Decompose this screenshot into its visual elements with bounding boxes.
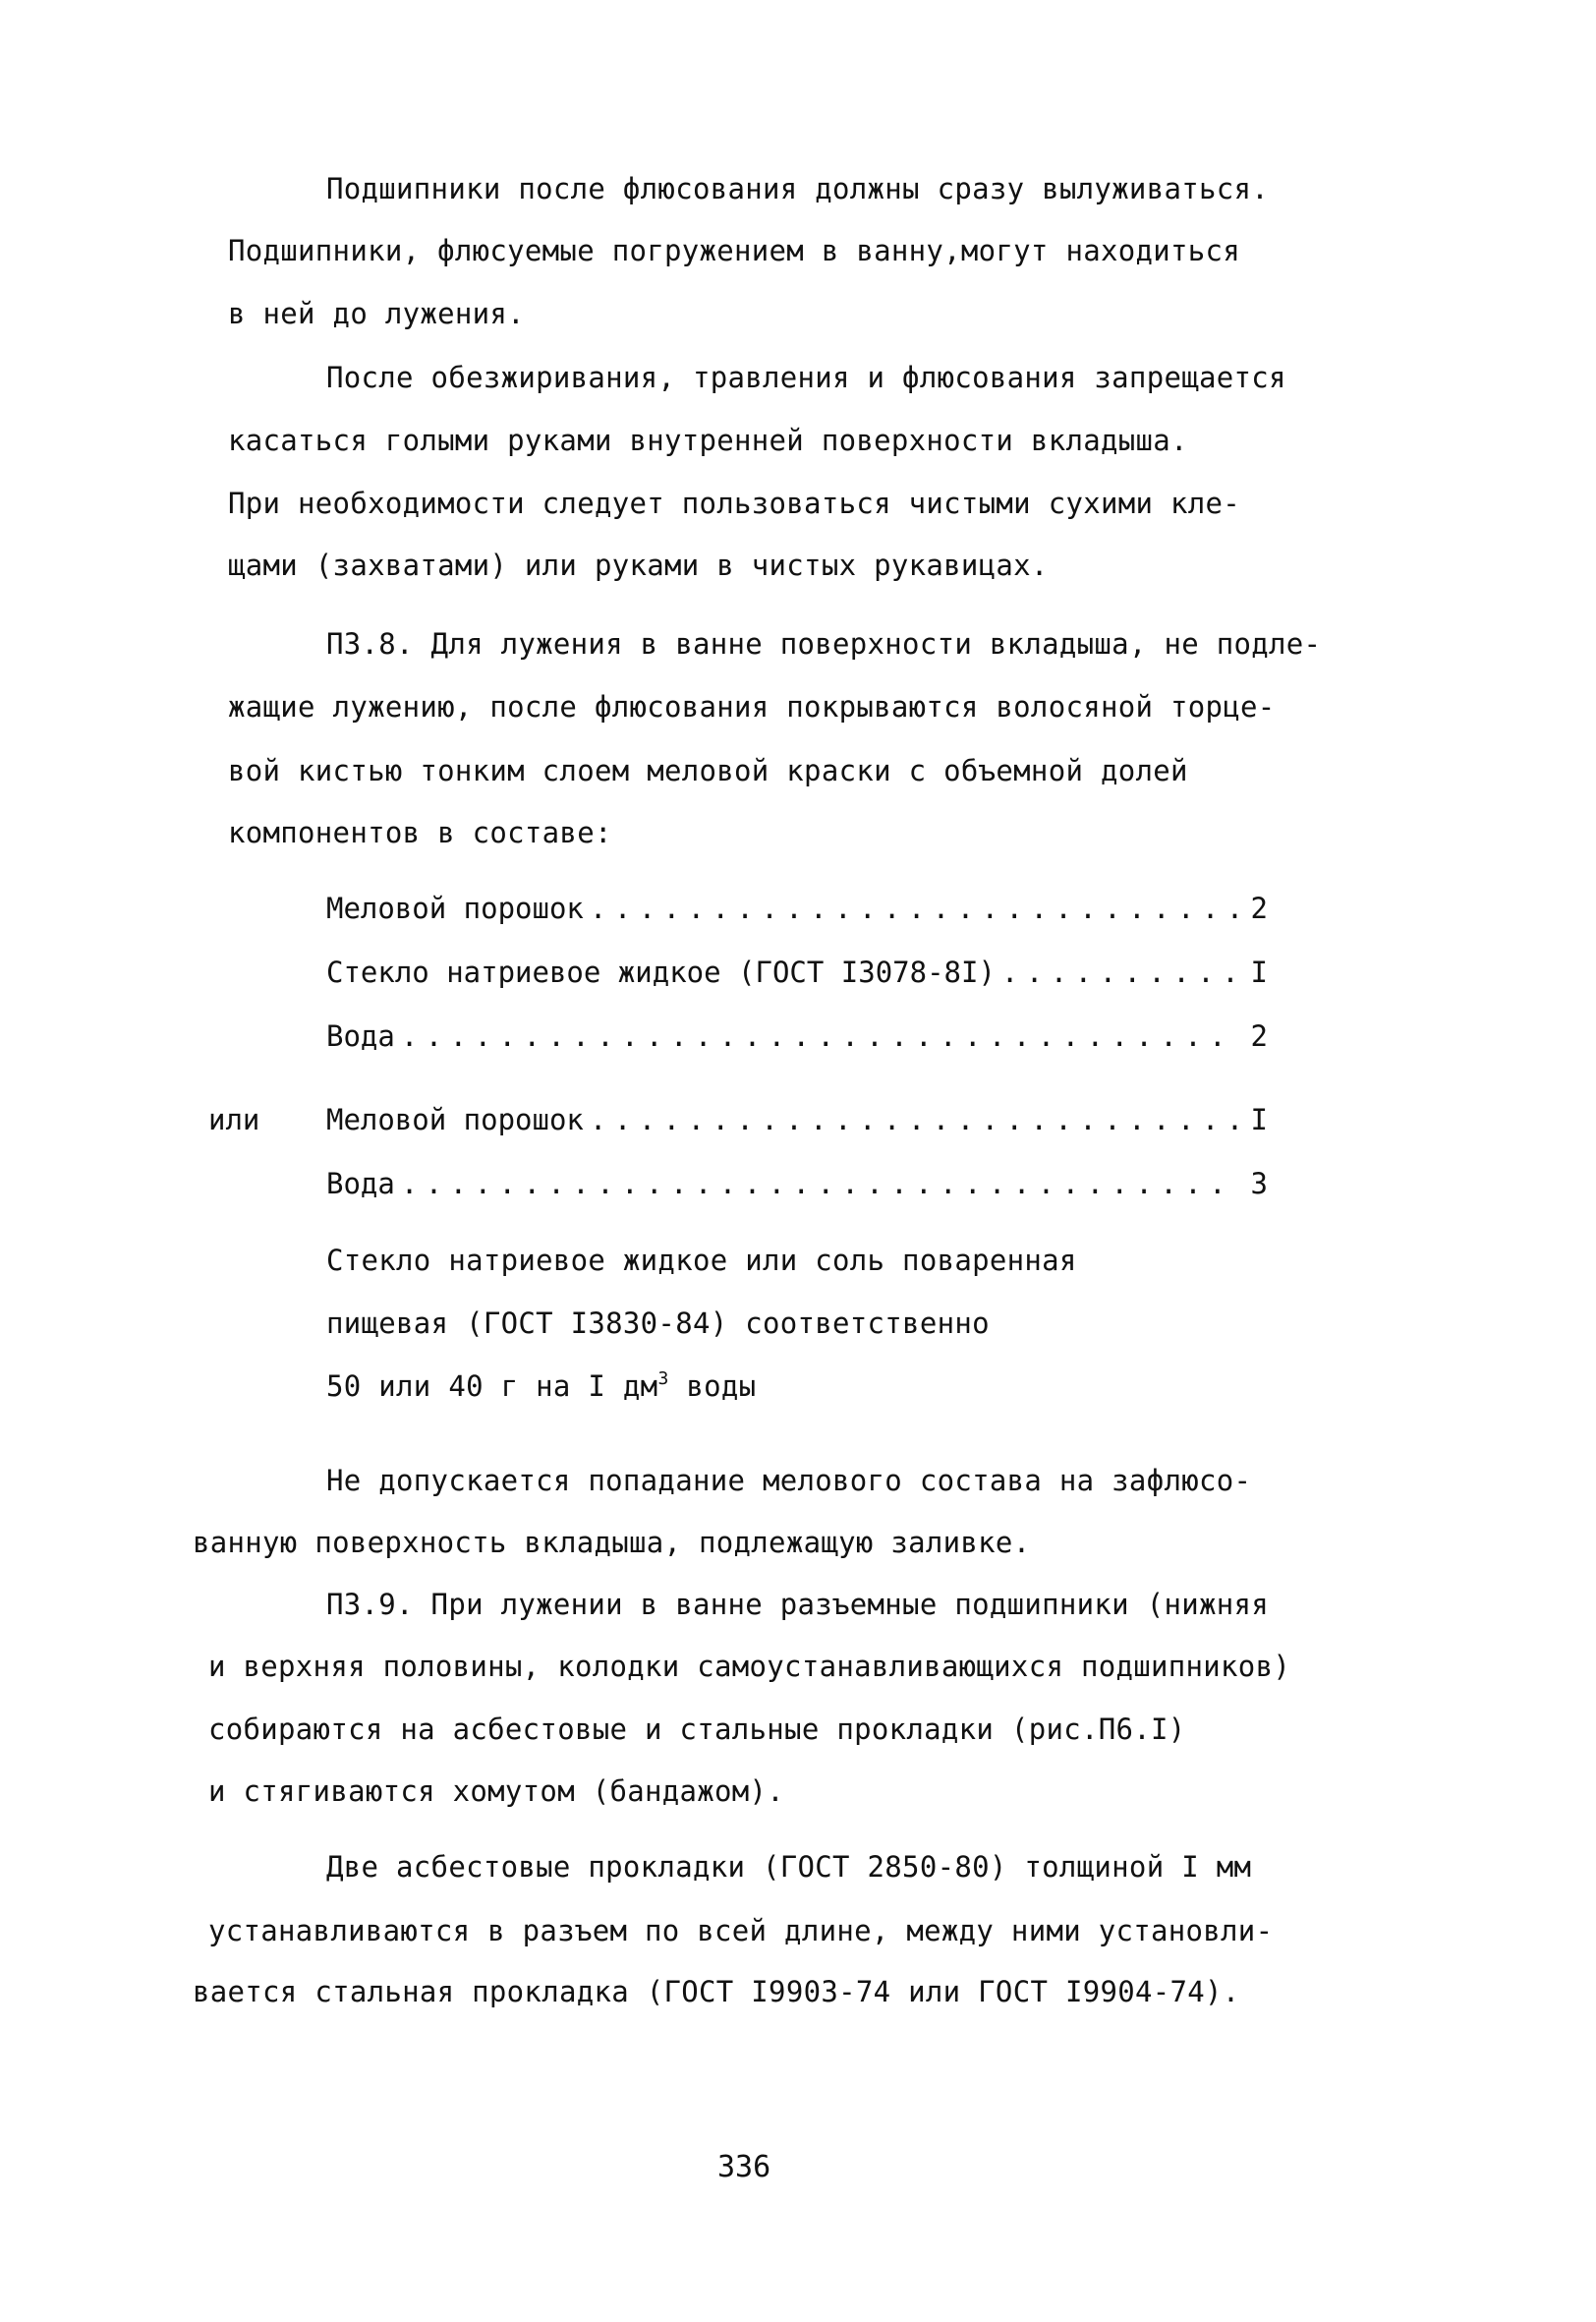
leader-dots — [401, 1022, 1240, 1051]
recipe-2-item — [326, 1167, 1268, 1200]
paragraph-3-line-3: вой кистью тонким слоем меловой краски с объемной долей — [228, 754, 1188, 787]
paragraph-5-line-4: и стягиваются хомутом (бандажом). — [208, 1774, 785, 1808]
recipe-1-item — [326, 892, 1268, 925]
paragraph-5-line-2: и верхняя половины, колодки самоустанавливающихся подшипников) — [208, 1650, 1291, 1683]
paragraph-4-line-2: ванную поверхность вкладыша, подлежащую заливке. — [193, 1526, 1031, 1559]
paragraph-6-line-2: устанавливаются в разъем по всей длине, между ними установли- — [208, 1914, 1274, 1947]
recipe-1-item-name: Вода — [326, 1019, 395, 1053]
paragraph-1-line-2: Подшипники, флюсуемые погружением в ванну,могут находиться — [228, 234, 1241, 267]
recipe-1-item — [326, 1019, 1268, 1053]
cube-superscript: 3 — [657, 1368, 669, 1389]
recipe-note-line-1: Стекло натриевое жидкое или соль поваренная — [326, 1244, 1077, 1277]
paragraph-2-line-1: После обезжиривания, травления и флюсования запрещается — [326, 361, 1286, 394]
recipe-note-line-3 — [326, 1368, 757, 1403]
recipe-2-item — [326, 1103, 1268, 1136]
recipe-2-item-qty: I — [1250, 1103, 1268, 1136]
recipe-1-item — [326, 958, 1268, 987]
paragraph-3-line-1: П3.8. Для лужения в ванне поверхности вкладыша, не подле- — [326, 627, 1322, 661]
paragraph-5-line-3: собираются на асбестовые и стальные прокладки (рис.П6.I) — [208, 1712, 1186, 1746]
paragraph-2-line-3: При необходимости следует пользоваться чистыми сухими кле- — [228, 487, 1241, 520]
paragraph-2-line-2: касаться голыми руками внутренней поверхности вкладыша. — [228, 424, 1188, 457]
paragraph-3-line-4: компонентов в составе: — [228, 816, 612, 849]
recipe-2-item-qty: 3 — [1250, 1167, 1268, 1200]
recipe-1-item-qty: 2 — [1250, 892, 1268, 925]
paragraph-4-line-1: Не допускается попадание мелового состава на зафлюсо- — [326, 1464, 1252, 1497]
paragraph-5-line-1: П3.9. При лужении в ванне разъемные подшипники (нижняя — [326, 1588, 1270, 1621]
recipe-1-item-qty: I — [1250, 956, 1268, 989]
or-label: или — [208, 1103, 260, 1136]
leader-dots — [401, 1170, 1240, 1198]
leader-dots — [590, 1106, 1240, 1134]
paragraph-1-line-1: Подшипники после флюсования должны сразу вылуживаться. — [326, 172, 1270, 205]
recipe-note-line-3-main: 50 или 40 г на I дм — [326, 1369, 658, 1403]
recipe-1-item-qty: 2 — [1250, 1019, 1268, 1053]
paragraph-3-line-2: жащие лужению, после флюсования покрываются волосяной торце- — [228, 690, 1276, 724]
paragraph-1-line-3: в ней до лужения. — [228, 297, 525, 330]
page-number: 336 — [717, 2150, 771, 2184]
leader-dots — [1001, 958, 1240, 987]
recipe-1-item-name: Стекло натриевое жидкое (ГОСТ I3078-8I) — [326, 956, 996, 989]
recipe-note-line-2: пищевая (ГОСТ I3830-84) соответственно — [326, 1306, 990, 1340]
recipe-2-item-name: Вода — [326, 1167, 395, 1200]
recipe-note-line-3-tail: воды — [668, 1369, 757, 1403]
recipe-1-item-name: Меловой порошок — [326, 892, 584, 925]
paragraph-2-line-4: щами (захватами) или руками в чистых рукавицах. — [228, 549, 1049, 582]
paragraph-6-line-1: Две асбестовые прокладки (ГОСТ 2850-80) толщиной I мм — [326, 1850, 1252, 1884]
leader-dots — [590, 895, 1240, 923]
paragraph-6-line-3: вается стальная прокладка (ГОСТ I9903-74 или ГОСТ I9904-74). — [193, 1975, 1240, 2008]
recipe-2-item-name: Меловой порошок — [326, 1103, 584, 1136]
